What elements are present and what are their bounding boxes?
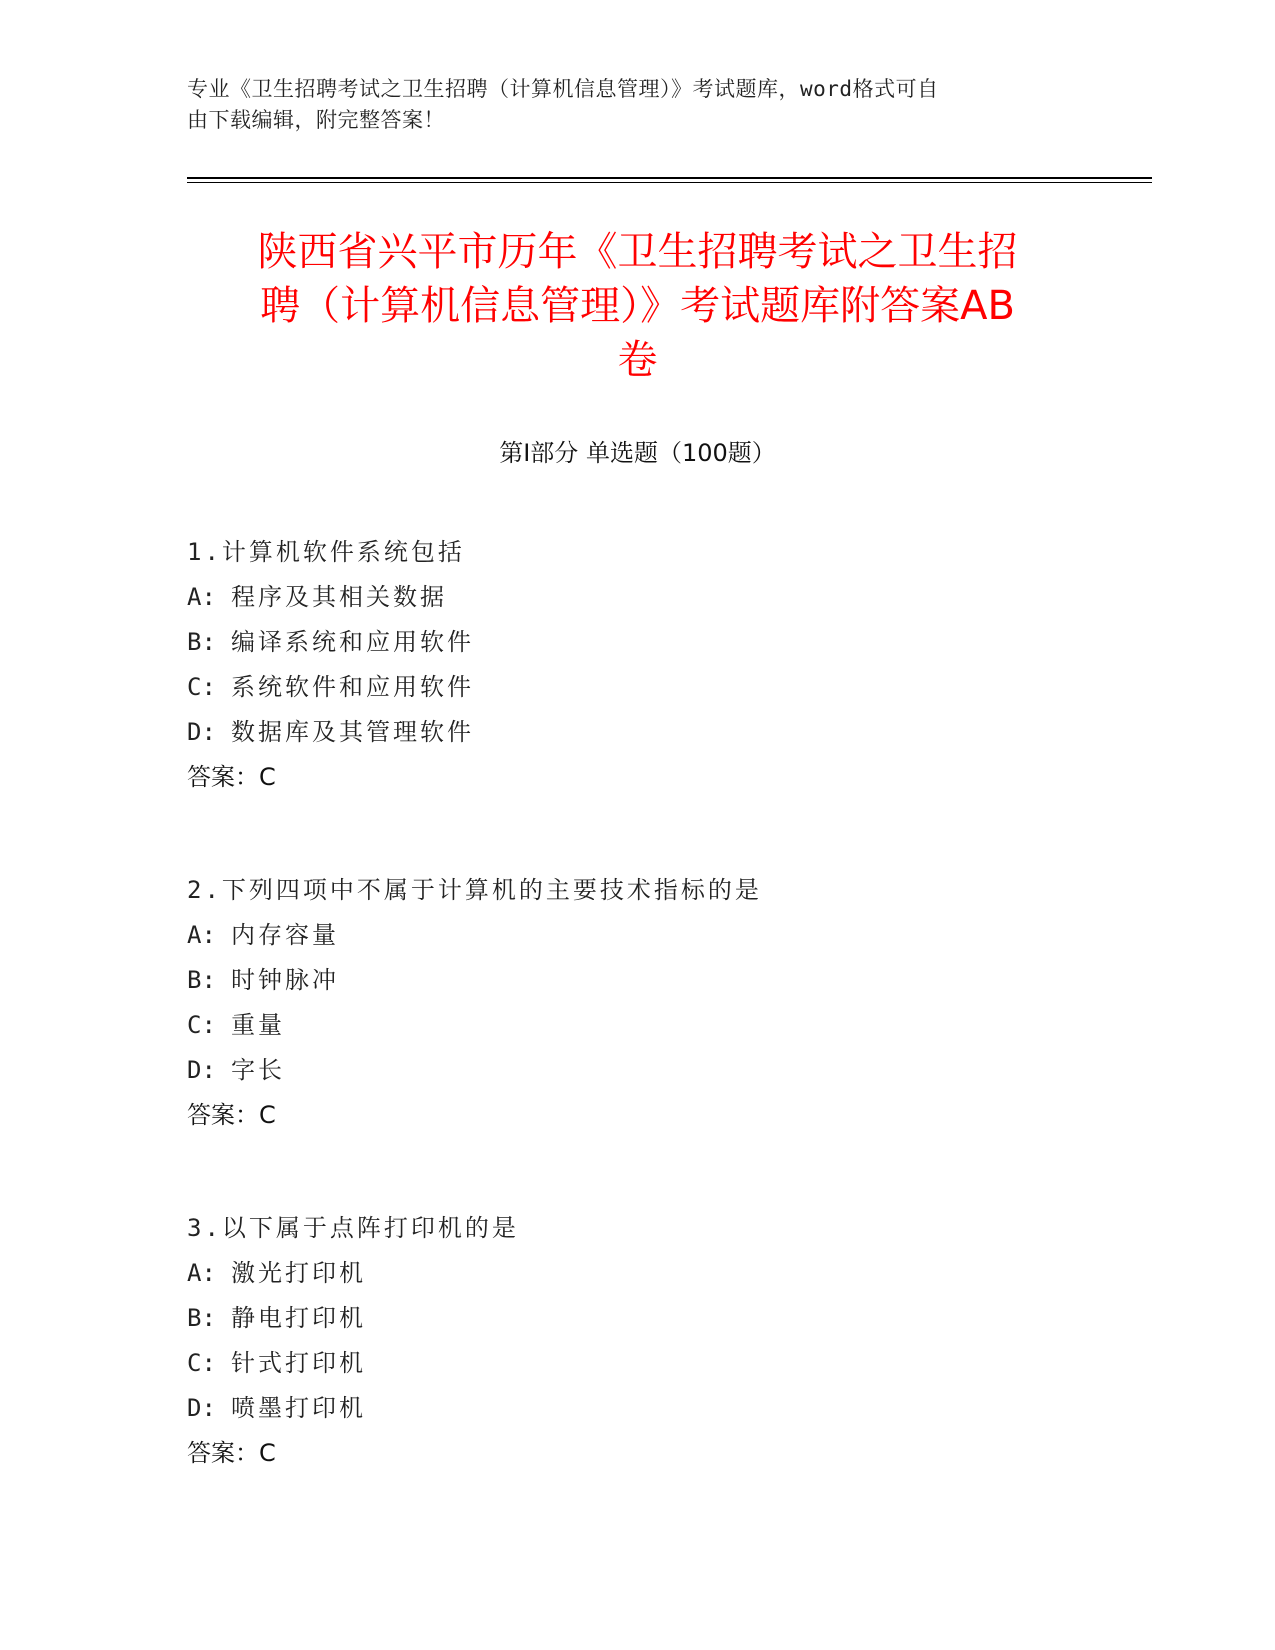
option-key: B:	[187, 628, 216, 656]
question-2	[187, 868, 1087, 1138]
option-d	[187, 710, 1087, 755]
option-text: 系统软件和应用软件	[231, 673, 474, 701]
option-a	[187, 913, 1087, 958]
option-c	[187, 665, 1087, 710]
document-title-line-3: 卷	[617, 337, 658, 383]
option-c	[187, 1341, 1087, 1386]
option-a	[187, 1251, 1087, 1296]
option-text: 针式打印机	[231, 1349, 366, 1377]
option-text: 喷墨打印机	[231, 1394, 366, 1422]
question-stem: 3.以下属于点阵打印机的是	[187, 1214, 519, 1242]
document-title-line-2: 聘（计算机信息管理）》考试题库附答案AB	[260, 283, 1015, 329]
option-c	[187, 1003, 1087, 1048]
option-text: 程序及其相关数据	[231, 583, 447, 611]
option-d	[187, 1386, 1087, 1431]
header-note	[187, 74, 1067, 136]
option-text: 重量	[231, 1011, 285, 1039]
document-title-line-1: 陕西省兴平市历年《卫生招聘考试之卫生招	[257, 229, 1018, 275]
header-note-line-2: 由下载编辑，附完整答案！	[187, 108, 445, 132]
option-key: C:	[187, 1349, 216, 1377]
question-1	[187, 530, 1087, 800]
option-key: C:	[187, 1011, 216, 1039]
option-key: D:	[187, 1394, 216, 1422]
answer: 答案：C	[187, 1439, 276, 1467]
question-stem: 1.计算机软件系统包括	[187, 538, 465, 566]
document-title	[150, 225, 1125, 387]
header-rule-thin	[187, 182, 1152, 183]
option-text: 静电打印机	[231, 1304, 366, 1332]
header-note-line-1: 专业《卫生招聘考试之卫生招聘（计算机信息管理）》考试题库，word格式可自	[187, 77, 939, 101]
option-key: A:	[187, 1259, 216, 1287]
option-text: 内存容量	[231, 921, 339, 949]
answer: 答案：C	[187, 763, 276, 791]
option-b	[187, 1296, 1087, 1341]
option-text: 编译系统和应用软件	[231, 628, 474, 656]
answer: 答案：C	[187, 1101, 276, 1129]
option-a	[187, 575, 1087, 620]
option-key: A:	[187, 583, 216, 611]
question-stem: 2.下列四项中不属于计算机的主要技术指标的是	[187, 876, 762, 904]
option-text: 字长	[231, 1056, 285, 1084]
question-3	[187, 1206, 1087, 1476]
option-key: B:	[187, 966, 216, 994]
option-key: B:	[187, 1304, 216, 1332]
section-title: 第Ⅰ部分 单选题（100题）	[499, 439, 776, 467]
option-text: 激光打印机	[231, 1259, 366, 1287]
option-key: D:	[187, 718, 216, 746]
option-text: 时钟脉冲	[231, 966, 339, 994]
option-text: 数据库及其管理软件	[231, 718, 474, 746]
question-list	[187, 530, 1087, 1544]
option-b	[187, 620, 1087, 665]
option-d	[187, 1048, 1087, 1093]
option-key: C:	[187, 673, 216, 701]
header-rule-thick	[187, 177, 1152, 179]
option-key: D:	[187, 1056, 216, 1084]
option-key: A:	[187, 921, 216, 949]
option-b	[187, 958, 1087, 1003]
